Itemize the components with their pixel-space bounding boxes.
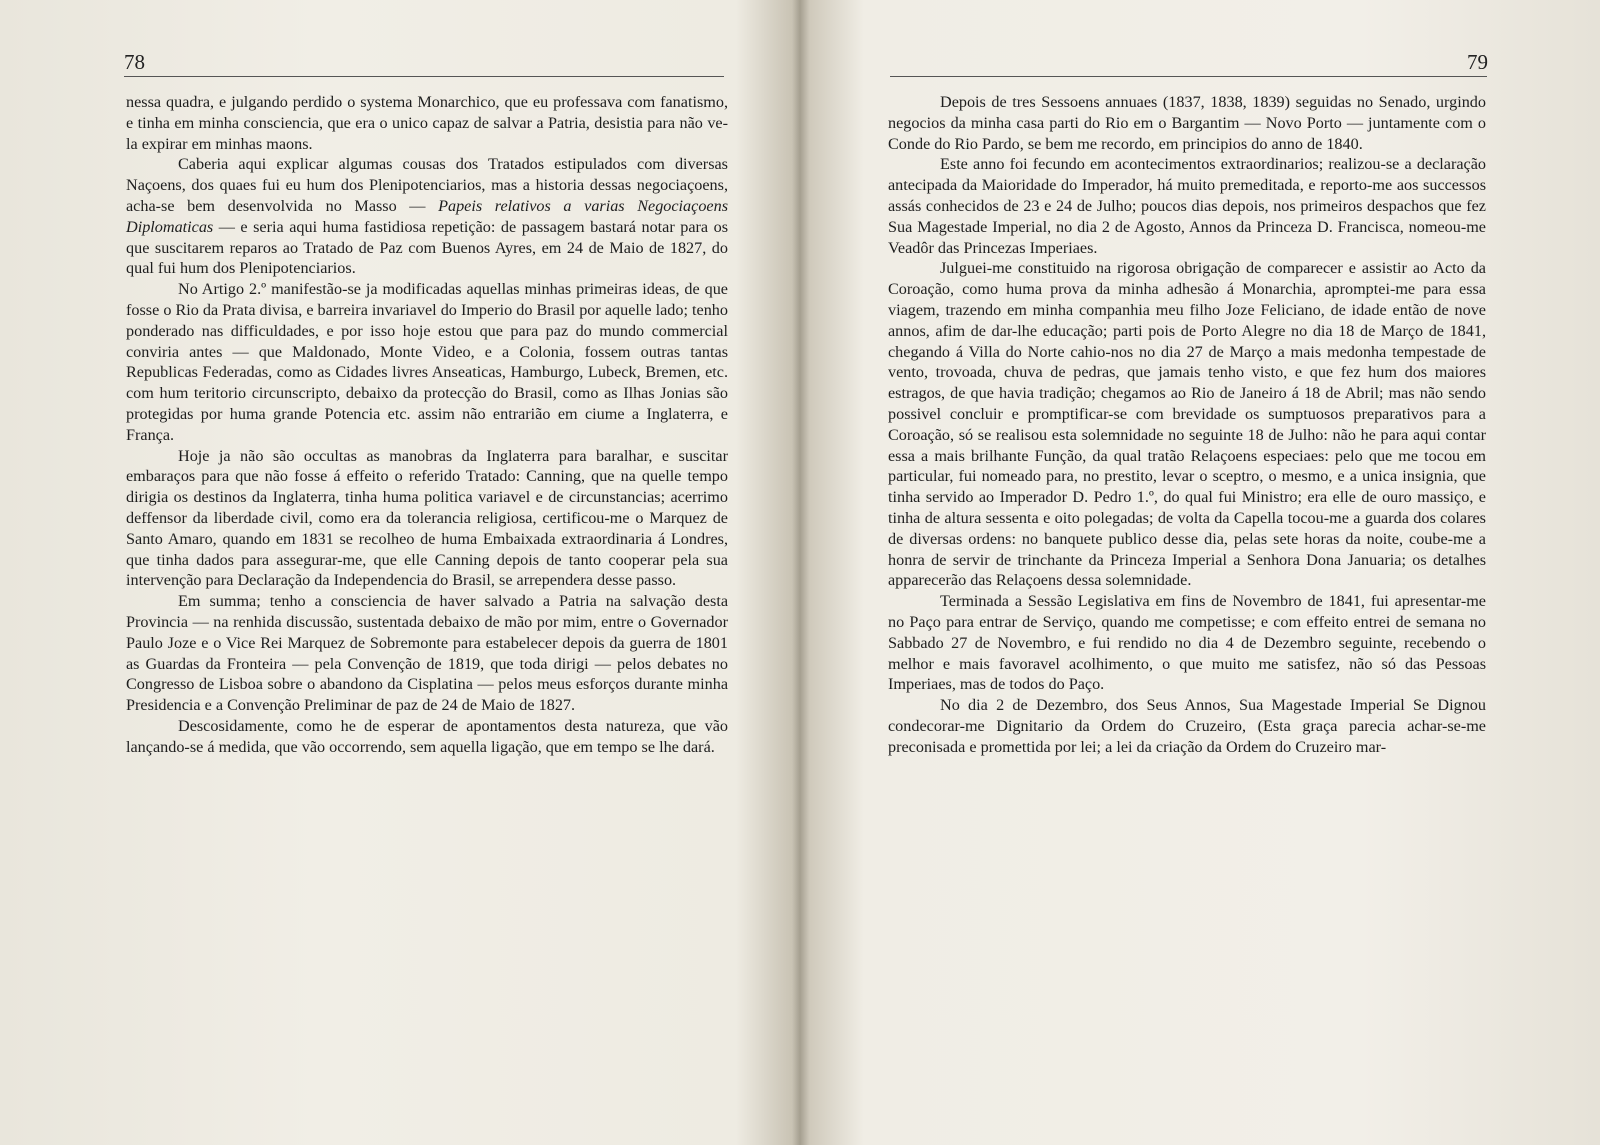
paragraph: No Artigo 2.º manifestão-se ja modificadas aquellas minhas primeiras ideas, de que fosse o Rio da Prata divisa, e barreira invariavel do Imperio do Brasil por aquelle lado; tenho ponderado nas difficuldades, e por isso hoje estou que para paz do mundo commercial conviria antes — que Maldonado, Monte Video, e a Colonia, fossem outras tantas Republicas Federadas, como as Cidades livres Anseaticas, Hamburgo, Lubeck, Bremen, etc. com hum teritorio circunscripto, debaixo da protecção do Brasil, como as Ilhas Jonias são protegidas por huma grande Potencia etc. assim não entrarião em ciume a Inglaterra, e França.	[126, 280, 728, 444]
paragraph: Descosidamente, como he de esperar de apontamentos desta natureza, que vão lançando-se á medida, que vão occorrendo, sem aquella ligação, que em tempo se lhe dará.	[126, 716, 728, 756]
page-number: 79	[1467, 50, 1488, 74]
page-number: 78	[124, 50, 145, 74]
paragraph-text: Caberia aqui explicar algumas cousas dos Tratados estipulados com diversas Naçoens, dos quaes fui eu hum dos Plenipotenciarios, mas a historia dessas negociaçoens, acha-se bem desenvolvida no Masso —	[126, 155, 728, 215]
paragraph: Em summa; tenho a consciencia de haver salvado a Patria na salvação desta Provincia — na renhida discussão, sustentada debaixo de mão por mim, entre o Governador Paulo Joze e o Vice Rei Marquez de Sobremonte para estabelecer depois da guerra de 1801 as Guardas da Fronteira — pela Convenção de 1819, que toda dirigi — pelos debates no Congresso de Lisboa sobre o abandono da Cisplatina — pelos meus esforços durante minha Presidencia e a Convenção Preliminar de paz de 24 de Maio de 1827.	[126, 592, 728, 715]
page-body	[888, 92, 1486, 758]
paragraph: Hoje ja não são occultas as manobras da Inglaterra para baralhar, e suscitar embaraços para que não fosse á effeito o referido Tratado: Canning, que na quelle tempo dirigia os destinos da Inglaterra, tinha huma politica variavel e de circunstancias; acerrimo deffensor da liberdade civil, como era da tolerancia religiosa, certificou-me o Marquez de Santo Amaro, quando em 1831 se recolheo de huma Embaixada extraordinaria á Londres, que tinha dados para assegurar-me, que elle Canning depois de tanto cooperar pela sua intervenção para Declaração da Independencia do Brasil, se arrependera desse passo.	[126, 446, 728, 590]
paragraph: nessa quadra, e julgando perdido o systema Monarchico, que eu professava com fanatismo, e tinha em minha consciencia, que era o unico capaz de salvar a Patria, desistia para não ve-la expirar em minhas maons.	[126, 93, 728, 153]
paragraph: Terminada a Sessão Legislativa em fins de Novembro de 1841, fui apresentar-me no Paço para entrar de Serviço, quando me competisse; e com effeito entrei de semana no Sabbado 27 de Novembro, e fui rendido no dia 4 de Dezembro seguinte, recebendo o melhor e mais favoravel acolhimento, o que muito me satisfez, não só das Pessoas Imperiaes, mas de todos do Paço.	[888, 592, 1486, 694]
paragraph	[126, 154, 728, 279]
paragraph: No dia 2 de Dezembro, dos Seus Annos, Sua Magestade Imperial Se Dignou condecorar-me Dignitario da Ordem do Cruzeiro, (Esta graça parecia achar-se-me preconisada e promettida por lei; a lei da criação da Ordem do Cruzeiro mar-	[888, 696, 1486, 756]
paragraph-text: — e seria aqui huma fastidiosa repetição: de passagem bastará notar para os que suscitarem reparos ao Tratado de Paz com Buenos Ayres, em 24 de Maio de 1827, do qual fui hum dos Plenipotenciarios.	[126, 217, 728, 278]
header-rule	[890, 76, 1487, 77]
header-rule	[124, 76, 724, 77]
page-body	[126, 92, 728, 758]
paragraph: Este anno foi fecundo em acontecimentos extraordinarios; realizou-se a declaração antecipada da Maioridade do Imperador, há muito premeditada, e reporto-me aos successos assás conhecidos de 23 e 24 de Julho; poucos dias depois, nos primeiros despachos que fez Sua Magestade Imperial, no dia 2 de Agosto, Annos da Princeza D. Francisca, nomeou-me Veadôr das Princezas Imperiaes.	[888, 155, 1486, 257]
paragraph: Depois de tres Sessoens annuaes (1837, 1838, 1839) seguidas no Senado, urgindo negocios da minha casa parti do Rio em o Bargantim — Novo Porto — juntamente com o Conde do Rio Pardo, se bem me recordo, em principios do anno de 1840.	[888, 93, 1486, 153]
document-title: Papeis relativos a varias Negociaçoens Diplomaticas	[126, 196, 729, 236]
right-page	[800, 0, 1600, 1145]
paragraph: Julguei-me constituido na rigorosa obrigação de comparecer e assistir ao Acto da Coroação, como huma prova da minha adhesão á Monarchia, apromptei-me para essa viagem, trazendo em minha companhia meu filho Joze Feliciano, de idade então de nove annos, afim de dar-lhe educação; parti pois de Porto Alegre no dia 18 de Março de 1841, chegando á Villa do Norte cahio-nos no dia 27 de Março a mais medonha tempestade de vento, trovoada, chuva de pedras, que jamais tenho visto, e que fez hum dos maiores estragos, de que havia tradição; chegamos ao Rio de Janeiro á 18 de Abril; mas não sendo possivel concluir e promptificar-se com brevidade os sumptuosos preparativos para a Coroação, só se realisou esta solemnidade no seguinte 18 de Julho: não he para aqui contar essa a mais brilhante Função, da qual tratão Relaçoens especiaes: pelo que me tocou em particular, fui nomeado para, no prestito, levar o sceptro, o mesmo, e a unica insignia, que tinha servido ao Imperador D. Pedro 1.º, do qual fui Ministro; era elle de ouro massiço, e tinha de altura sessenta e oito polegadas; de volta da Capella tocou-me a guarda dos colares de diversas ordens: no banquete publico desse dia, pelas sete horas da noite, coube-me a honra de servir de trinchante da Princeza Imperial a Senhora Dona Januaria; os detalhes apparecerão das Relaçoens dessa solemnidade.	[888, 259, 1486, 590]
